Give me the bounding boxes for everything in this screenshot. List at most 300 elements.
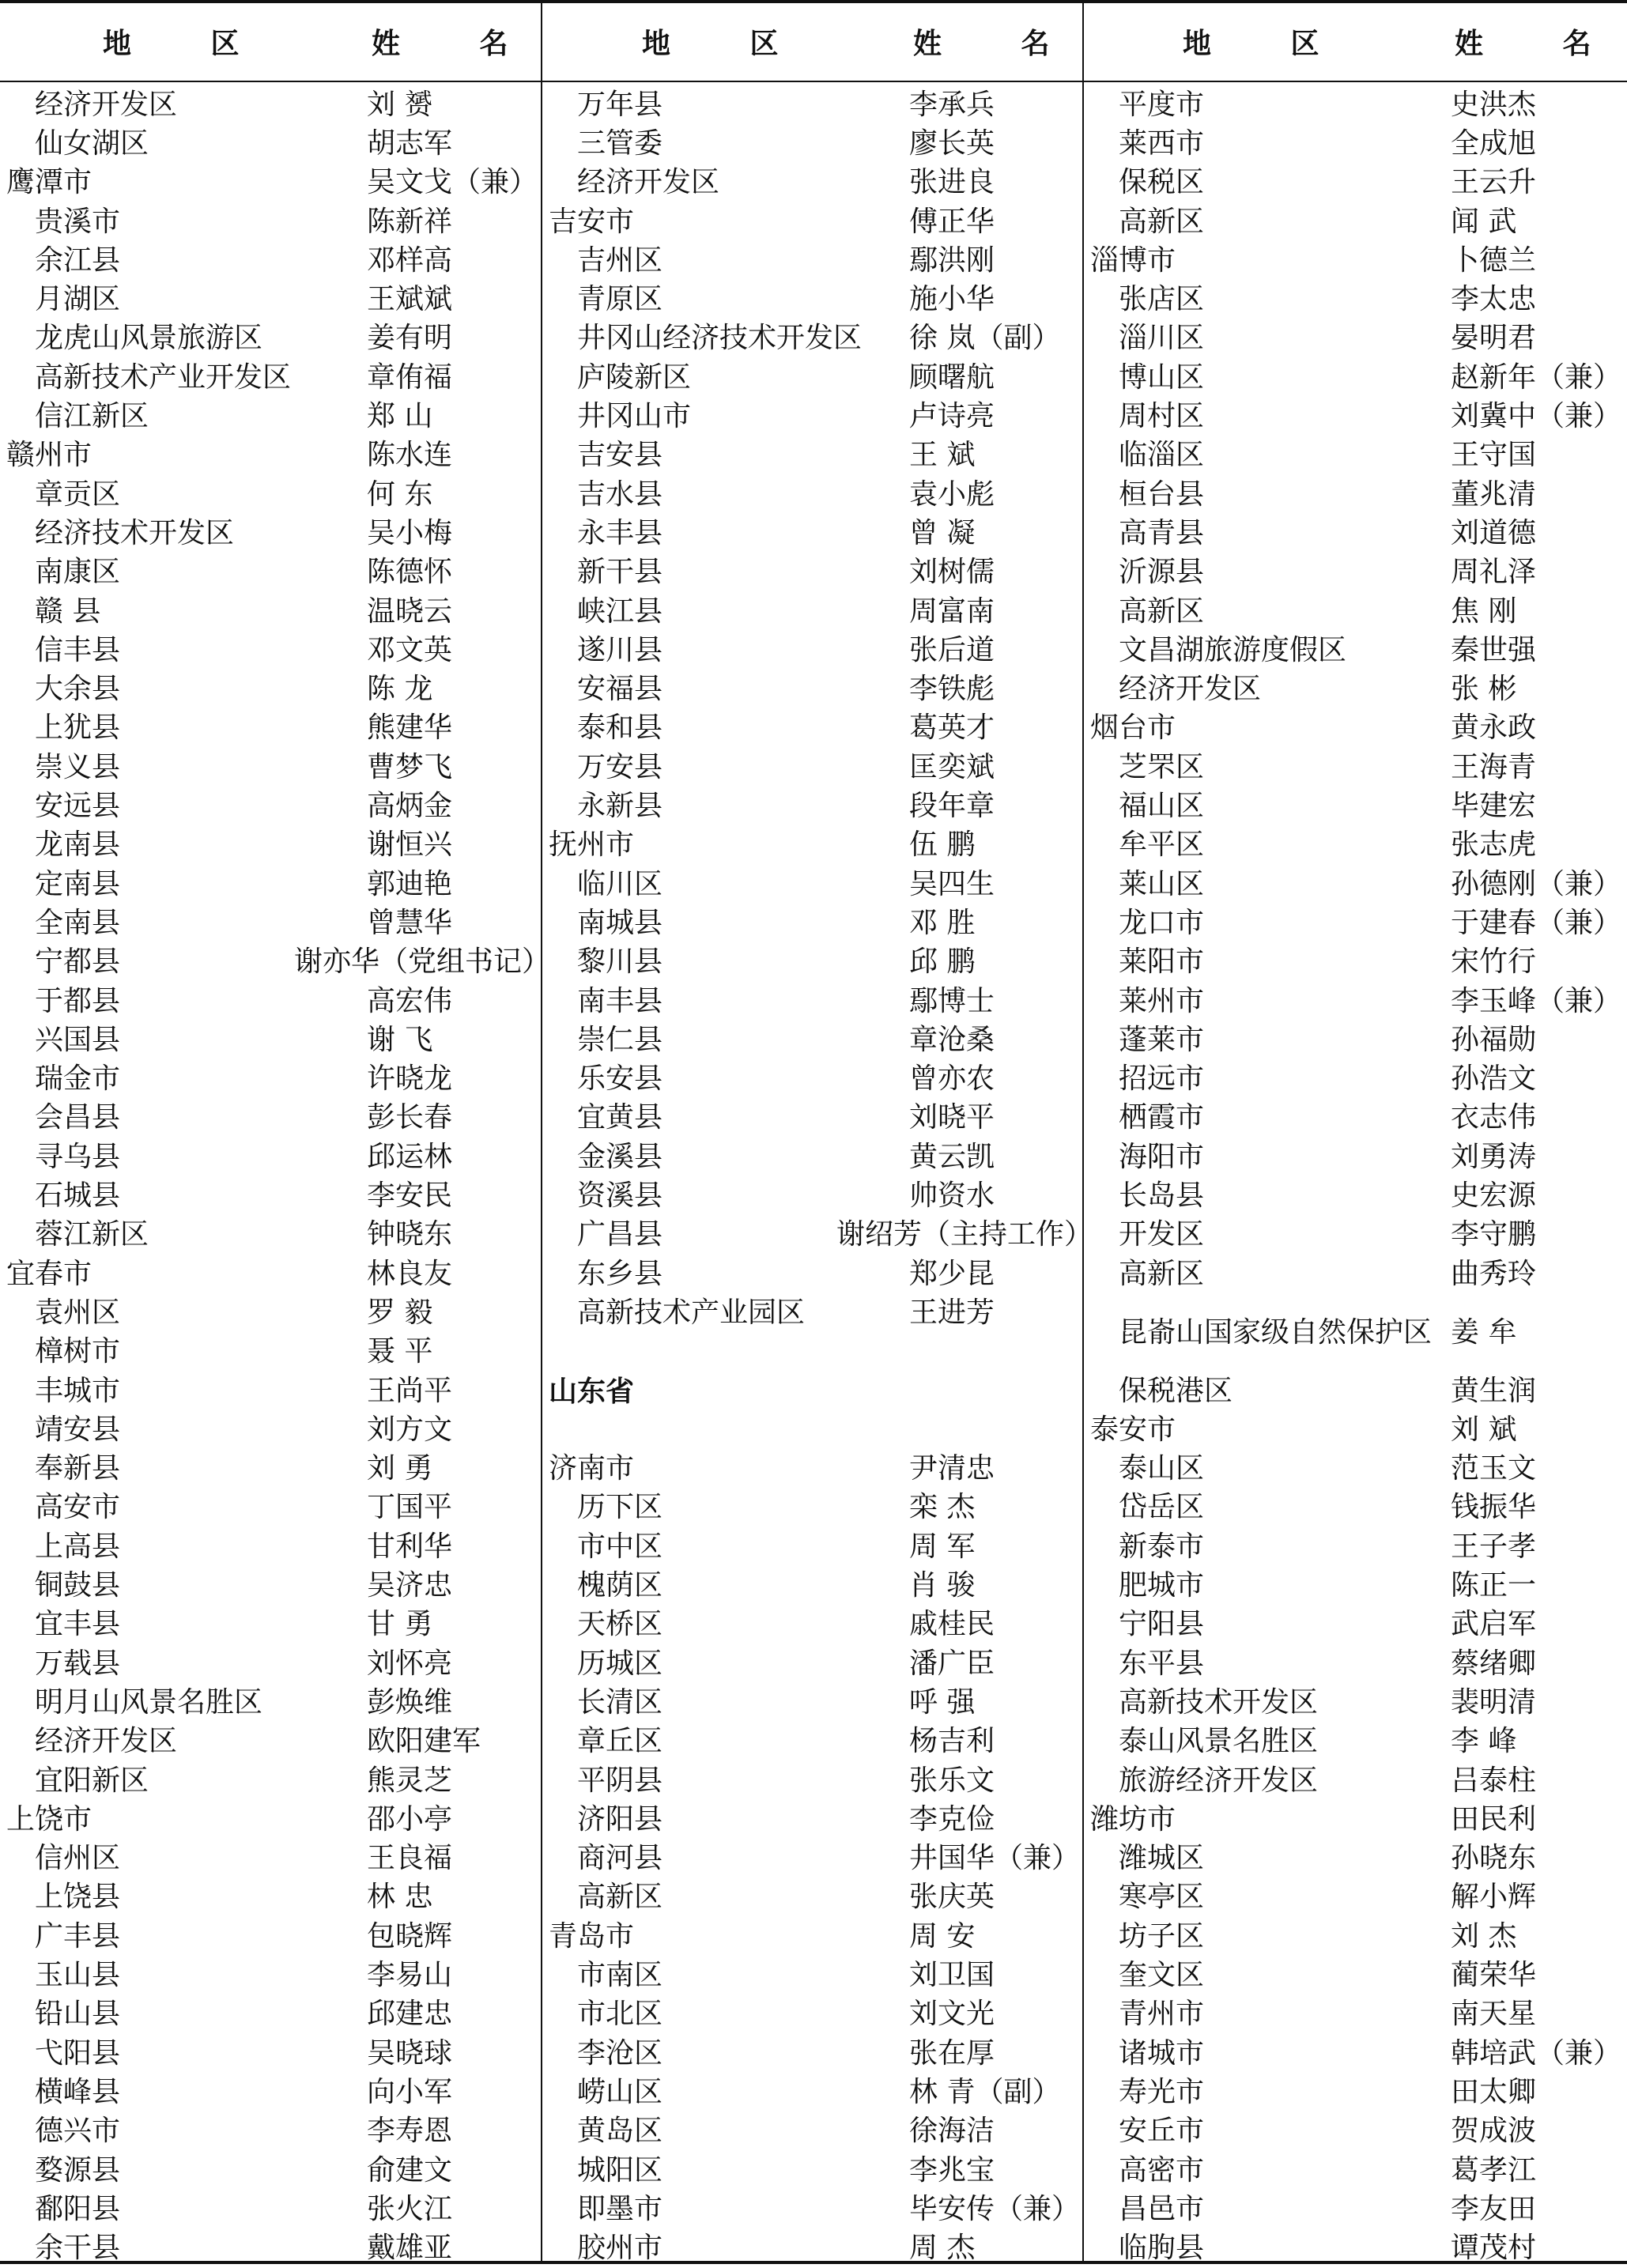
region-cell: 临川区	[577, 867, 663, 900]
region-cell: 淄博市	[1090, 243, 1176, 277]
name-cell: 曾慧华	[367, 906, 453, 939]
region-cell: 井冈山经济技术开发区	[577, 322, 863, 355]
name-cell: 刘冀中（兼）	[1451, 400, 1622, 433]
name-cell: 全成旭	[1451, 126, 1537, 160]
name-cell: 韩培武（兼）	[1451, 2036, 1622, 2070]
name-cell: 匡奕斌	[909, 750, 995, 783]
region-cell: 周村区	[1119, 400, 1205, 433]
region-cell: 宜阳新区	[35, 1764, 149, 1797]
name-cell: 谢绍芳（主持工作）	[836, 1218, 1093, 1251]
region-cell: 高新技术产业开发区	[35, 360, 292, 394]
region-cell: 大余县	[35, 673, 121, 706]
name-cell: 鄢洪刚	[909, 243, 995, 277]
name-cell: 王海青	[1451, 750, 1537, 783]
name-cell: 刘方文	[367, 1413, 453, 1446]
region-cell: 龙虎山风景旅游区	[35, 322, 263, 355]
region-cell: 宜春市	[6, 1257, 92, 1290]
name-cell: 田太卿	[1451, 2075, 1537, 2108]
region-cell: 靖安县	[35, 1413, 121, 1446]
name-cell: 郑 山	[367, 400, 433, 433]
region-cell: 上犹县	[35, 711, 121, 745]
name-cell: 姜有明	[367, 322, 453, 355]
region-cell: 弋阳县	[35, 2036, 121, 2070]
name-cell: 王进芳	[909, 1296, 995, 1329]
region-cell: 铜鼓县	[35, 1569, 121, 1602]
name-cell: 陈正一	[1451, 1569, 1537, 1602]
name-cell: 谢 飞	[367, 1023, 433, 1056]
name-cell: 高炳金	[367, 790, 453, 823]
region-cell: 蓬莱市	[1119, 1023, 1205, 1056]
region-cell: 广丰县	[35, 1919, 121, 1953]
region-cell: 兴国县	[35, 1023, 121, 1056]
region-cell: 寿光市	[1119, 2075, 1205, 2108]
name-cell: 蔺荣华	[1451, 1959, 1537, 1992]
column-divider-2	[1082, 0, 1084, 2264]
header-region: 地 区	[642, 27, 814, 60]
name-cell: 张乐文	[909, 1764, 995, 1797]
name-cell: 李友田	[1451, 2192, 1537, 2225]
region-cell: 信江新区	[35, 400, 149, 433]
region-cell: 经济开发区	[577, 166, 720, 199]
name-cell: 高宏伟	[367, 984, 453, 1017]
region-cell: 泰山风景名胜区	[1119, 1725, 1319, 1758]
region-cell: 市北区	[577, 1998, 663, 2031]
name-cell: 彭焕维	[367, 1685, 453, 1719]
region-cell: 高青县	[1119, 516, 1205, 549]
name-cell: 王尚平	[367, 1374, 453, 1407]
region-cell: 坊子区	[1119, 1919, 1205, 1953]
region-cell: 高安市	[35, 1491, 121, 1524]
region-cell: 黄岛区	[577, 2115, 663, 2148]
region-cell: 临淄区	[1119, 439, 1205, 472]
name-cell: 熊灵芝	[367, 1764, 453, 1797]
name-cell: 周礼泽	[1451, 556, 1537, 589]
header-name: 姓 名	[372, 27, 543, 60]
name-cell: 王子孝	[1451, 1530, 1537, 1563]
region-cell: 桓台县	[1119, 477, 1205, 511]
name-cell: 葛英才	[909, 711, 995, 745]
header-name: 姓 名	[913, 27, 1085, 60]
region-cell: 吉水县	[577, 477, 663, 511]
region-cell: 贵溪市	[35, 205, 121, 238]
name-cell: 栾 杰	[909, 1491, 976, 1524]
region-cell: 宜丰县	[35, 1608, 121, 1641]
name-cell: 黄生润	[1451, 1374, 1537, 1407]
region-cell: 东乡县	[577, 1257, 663, 1290]
region-cell: 高新区	[1119, 1257, 1205, 1290]
name-cell: 林 青（副）	[909, 2075, 1061, 2108]
region-cell: 鄱阳县	[35, 2192, 121, 2225]
name-cell: 毕安传（兼）	[909, 2192, 1081, 2225]
region-cell: 莱州市	[1119, 984, 1205, 1017]
name-cell: 宋竹行	[1451, 945, 1537, 979]
name-cell: 张志虎	[1451, 828, 1537, 862]
name-cell: 邓 胜	[909, 906, 976, 939]
region-cell: 南丰县	[577, 984, 663, 1017]
region-cell: 崇仁县	[577, 1023, 663, 1056]
region-cell: 招远市	[1119, 1062, 1205, 1096]
name-cell: 罗 毅	[367, 1296, 433, 1329]
name-cell: 衣志伟	[1451, 1101, 1537, 1134]
name-cell: 吴文戈（兼）	[367, 166, 538, 199]
region-cell: 岱岳区	[1119, 1491, 1205, 1524]
region-cell: 玉山县	[35, 1959, 121, 1992]
region-cell: 龙口市	[1119, 906, 1205, 939]
region-cell: 德兴市	[35, 2115, 121, 2148]
name-cell: 包晓辉	[367, 1919, 453, 1953]
name-cell: 李 峰	[1451, 1725, 1517, 1758]
name-cell: 李太忠	[1451, 283, 1537, 316]
name-cell: 黄永政	[1451, 711, 1537, 745]
region-cell: 城阳区	[577, 2153, 663, 2187]
name-cell: 卢诗亮	[909, 400, 995, 433]
region-cell: 金溪县	[577, 1140, 663, 1173]
name-cell: 裴明清	[1451, 1685, 1537, 1719]
name-cell: 钟晓东	[367, 1218, 453, 1251]
region-cell: 青岛市	[549, 1919, 635, 1953]
region-cell: 瑞金市	[35, 1062, 121, 1096]
region-cell: 安福县	[577, 673, 663, 706]
region-cell: 莱阳市	[1119, 945, 1205, 979]
region-cell: 鹰潭市	[6, 166, 92, 199]
region-cell: 昌邑市	[1119, 2192, 1205, 2225]
region-cell: 南康区	[35, 556, 121, 589]
region-cell: 泰安市	[1090, 1413, 1176, 1446]
header-region: 地 区	[103, 27, 274, 60]
region-cell: 安丘市	[1119, 2115, 1205, 2148]
name-cell: 林良友	[367, 1257, 453, 1290]
region-cell: 烟台市	[1090, 711, 1176, 745]
region-cell: 栖霞市	[1119, 1101, 1205, 1134]
region-cell: 泰山区	[1119, 1452, 1205, 1485]
region-cell: 余干县	[35, 2232, 121, 2265]
name-cell: 谢亦华（党组书记）	[294, 945, 551, 979]
name-cell: 黄云凯	[909, 1140, 995, 1173]
region-cell: 永丰县	[577, 516, 663, 549]
region-cell: 保税区	[1119, 166, 1205, 199]
region-cell: 牟平区	[1119, 828, 1205, 862]
region-cell: 余江县	[35, 243, 121, 277]
name-cell: 向小军	[367, 2075, 453, 2108]
name-cell: 焦 刚	[1451, 594, 1517, 628]
region-cell: 婺源县	[35, 2153, 121, 2187]
name-cell: 史洪杰	[1451, 88, 1537, 121]
region-cell: 奉新县	[35, 1452, 121, 1485]
name-cell: 帅资水	[909, 1179, 995, 1213]
region-cell: 经济技术开发区	[35, 516, 235, 549]
region-cell: 吉安市	[549, 205, 635, 238]
region-cell: 永新县	[577, 790, 663, 823]
name-cell: 温晓云	[367, 594, 453, 628]
region-cell: 青原区	[577, 283, 663, 316]
region-cell: 槐荫区	[577, 1569, 663, 1602]
name-cell: 李安民	[367, 1179, 453, 1213]
name-cell: 施小华	[909, 283, 995, 316]
name-cell: 章沧桑	[909, 1023, 995, 1056]
name-cell: 林 忠	[367, 1881, 433, 1914]
header-name: 姓 名	[1455, 27, 1626, 60]
region-cell: 赣 县	[35, 594, 101, 628]
name-cell: 聂 平	[367, 1335, 433, 1368]
name-cell: 陈德怀	[367, 556, 453, 589]
region-cell: 新干县	[577, 556, 663, 589]
name-cell: 刘 斌	[1451, 1413, 1517, 1446]
name-cell: 周 安	[909, 1919, 976, 1953]
name-cell: 曹梦飞	[367, 750, 453, 783]
region-cell: 于都县	[35, 984, 121, 1017]
name-cell: 王斌斌	[367, 283, 453, 316]
name-cell: 刘 杰	[1451, 1919, 1517, 1953]
name-cell: 武启军	[1451, 1608, 1537, 1641]
name-cell: 刘 勇	[367, 1452, 433, 1485]
name-cell: 张后道	[909, 633, 995, 666]
name-cell: 邵小亭	[367, 1802, 453, 1836]
region-cell: 三管委	[577, 126, 663, 160]
name-cell: 孙浩文	[1451, 1062, 1537, 1096]
name-cell: 邓文英	[367, 633, 453, 666]
region-cell: 横峰县	[35, 2075, 121, 2108]
region-cell: 济阳县	[577, 1802, 663, 1836]
name-cell: 李寿恩	[367, 2115, 453, 2148]
name-cell: 甘利华	[367, 1530, 453, 1563]
name-cell: 顾曙航	[909, 360, 995, 394]
region-cell: 宁阳县	[1119, 1608, 1205, 1641]
region-cell: 淄川区	[1119, 322, 1205, 355]
name-cell: 潘广臣	[909, 1647, 995, 1680]
region-cell: 安远县	[35, 790, 121, 823]
name-cell: 李兆宝	[909, 2153, 995, 2187]
region-cell: 万年县	[577, 88, 663, 121]
region-cell: 保税港区	[1119, 1374, 1233, 1407]
column-divider-1	[541, 0, 542, 2264]
region-cell: 宁都县	[35, 945, 121, 979]
region-cell: 仙女湖区	[35, 126, 149, 160]
region-cell: 崂山区	[577, 2075, 663, 2108]
region-cell: 吉安县	[577, 439, 663, 472]
region-cell: 济南市	[549, 1452, 635, 1485]
region-cell: 青州市	[1119, 1998, 1205, 2031]
region-cell: 沂源县	[1119, 556, 1205, 589]
name-cell: 刘怀亮	[367, 1647, 453, 1680]
region-cell: 广昌县	[577, 1218, 663, 1251]
region-cell: 开发区	[1119, 1218, 1205, 1251]
name-cell: 戚桂民	[909, 1608, 995, 1641]
name-cell: 肖 骏	[909, 1569, 976, 1602]
region-cell: 丰城市	[35, 1374, 121, 1407]
region-cell: 市南区	[577, 1959, 663, 1992]
region-cell: 高密市	[1119, 2153, 1205, 2187]
name-cell: 张进良	[909, 166, 995, 199]
name-cell: 贺成波	[1451, 2115, 1537, 2148]
name-cell: 呼 强	[909, 1685, 976, 1719]
region-cell: 平阴县	[577, 1764, 663, 1797]
name-cell: 董兆清	[1451, 477, 1537, 511]
region-cell: 遂川县	[577, 633, 663, 666]
region-cell: 峡江县	[577, 594, 663, 628]
name-cell: 孙福勋	[1451, 1023, 1537, 1056]
name-cell: 孙晓东	[1451, 1842, 1537, 1875]
name-cell: 闻 武	[1451, 205, 1517, 238]
name-cell: 袁小彪	[909, 477, 995, 511]
name-cell: 刘道德	[1451, 516, 1537, 549]
region-cell: 寒亭区	[1119, 1881, 1205, 1914]
region-cell: 芝罘区	[1119, 750, 1205, 783]
region-cell: 铅山县	[35, 1998, 121, 2031]
name-cell: 吴小梅	[367, 516, 453, 549]
region-cell: 章贡区	[35, 477, 121, 511]
region-cell: 全南县	[35, 906, 121, 939]
region-cell: 定南县	[35, 867, 121, 900]
name-cell: 许晓龙	[367, 1062, 453, 1096]
region-cell: 信丰县	[35, 633, 121, 666]
region-cell: 肥城市	[1119, 1569, 1205, 1602]
name-cell: 史宏源	[1451, 1179, 1537, 1213]
name-cell: 俞建文	[367, 2153, 453, 2187]
name-cell: 傅正华	[909, 205, 995, 238]
name-cell: 甘 勇	[367, 1608, 433, 1641]
region-cell: 莱西市	[1119, 126, 1205, 160]
name-cell: 范玉文	[1451, 1452, 1537, 1485]
name-cell: 欧阳建军	[367, 1725, 481, 1758]
name-cell: 张在厚	[909, 2036, 995, 2070]
name-cell: 章侑福	[367, 360, 453, 394]
region-cell: 长清区	[577, 1685, 663, 1719]
name-cell: 鄢博士	[909, 984, 995, 1017]
region-cell: 昆嵛山国家级自然保护区	[1119, 1315, 1433, 1349]
name-cell: 王云升	[1451, 166, 1537, 199]
name-cell: 晏明君	[1451, 322, 1537, 355]
name-cell: 钱振华	[1451, 1491, 1537, 1524]
name-cell: 熊建华	[367, 711, 453, 745]
region-cell: 樟树市	[35, 1335, 121, 1368]
header-region: 地 区	[1183, 27, 1354, 60]
region-cell: 历城区	[577, 1647, 663, 1680]
region-cell: 井冈山市	[577, 400, 692, 433]
region-cell: 莱山区	[1119, 867, 1205, 900]
name-cell: 周富南	[909, 594, 995, 628]
name-cell: 何 东	[367, 477, 433, 511]
region-cell: 蓉江新区	[35, 1218, 149, 1251]
region-cell: 文昌湖旅游度假区	[1119, 633, 1347, 666]
name-cell: 刘 赟	[367, 88, 433, 121]
name-cell: 郭迪艳	[367, 867, 453, 900]
name-cell: 王守国	[1451, 439, 1537, 472]
region-cell: 诸城市	[1119, 2036, 1205, 2070]
name-cell: 刘文光	[909, 1998, 995, 2031]
name-cell: 田民利	[1451, 1802, 1537, 1836]
region-cell: 宜黄县	[577, 1101, 663, 1134]
region-cell: 崇义县	[35, 750, 121, 783]
region-cell: 庐陵新区	[577, 360, 692, 394]
name-cell: 刘晓平	[909, 1101, 995, 1134]
name-cell: 张庆英	[909, 1881, 995, 1914]
region-cell: 博山区	[1119, 360, 1205, 394]
region-cell: 袁州区	[35, 1296, 121, 1329]
name-cell: 葛孝江	[1451, 2153, 1537, 2187]
region-cell: 山东省	[549, 1374, 635, 1408]
region-cell: 抚州市	[549, 828, 635, 862]
region-cell: 上饶县	[35, 1881, 121, 1914]
region-cell: 高新技术产业园区	[577, 1296, 806, 1329]
region-cell: 高新区	[577, 1881, 663, 1914]
name-cell: 张火江	[367, 2192, 453, 2225]
region-cell: 高新技术开发区	[1119, 1685, 1319, 1719]
name-cell: 伍 鹏	[909, 828, 976, 862]
name-cell: 张 彬	[1451, 673, 1517, 706]
region-cell: 海阳市	[1119, 1140, 1205, 1173]
name-cell: 邱建忠	[367, 1998, 453, 2031]
name-cell: 邓样高	[367, 243, 453, 277]
region-cell: 旅游经济开发区	[1119, 1764, 1319, 1797]
region-cell: 天桥区	[577, 1608, 663, 1641]
name-cell: 陈水连	[367, 439, 453, 472]
name-cell: 秦世强	[1451, 633, 1537, 666]
name-cell: 赵新年（兼）	[1451, 360, 1622, 394]
name-cell: 李玉峰（兼）	[1451, 984, 1622, 1017]
name-cell: 周 军	[909, 1530, 976, 1563]
region-cell: 新泰市	[1119, 1530, 1205, 1563]
region-cell: 月湖区	[35, 283, 121, 316]
region-cell: 临朐县	[1119, 2232, 1205, 2265]
name-cell: 彭长春	[367, 1101, 453, 1134]
region-cell: 潍城区	[1119, 1842, 1205, 1875]
name-cell: 周 杰	[909, 2232, 976, 2265]
name-cell: 吴四生	[909, 867, 995, 900]
region-cell: 上高县	[35, 1530, 121, 1563]
name-cell: 丁国平	[367, 1491, 453, 1524]
name-cell: 邱 鹏	[909, 945, 976, 979]
region-cell: 张店区	[1119, 283, 1205, 316]
name-cell: 刘卫国	[909, 1959, 995, 1992]
name-cell: 南天星	[1451, 1998, 1537, 2031]
name-cell: 卜德兰	[1451, 243, 1537, 277]
name-cell: 谢恒兴	[367, 828, 453, 862]
region-cell: 万安县	[577, 750, 663, 783]
name-cell: 李承兵	[909, 88, 995, 121]
region-cell: 明月山风景名胜区	[35, 1685, 263, 1719]
name-cell: 邱运林	[367, 1140, 453, 1173]
name-cell: 徐 岚（副）	[909, 322, 1061, 355]
region-cell: 万载县	[35, 1647, 121, 1680]
region-cell: 泰和县	[577, 711, 663, 745]
region-cell: 长岛县	[1119, 1179, 1205, 1213]
name-cell: 尹清忠	[909, 1452, 995, 1485]
name-cell: 陈新祥	[367, 205, 453, 238]
region-cell: 高新区	[1119, 205, 1205, 238]
name-cell: 吴济忠	[367, 1569, 453, 1602]
region-cell: 资溪县	[577, 1179, 663, 1213]
region-cell: 历下区	[577, 1491, 663, 1524]
region-cell: 南城县	[577, 906, 663, 939]
region-cell: 章丘区	[577, 1725, 663, 1758]
name-cell: 李克俭	[909, 1802, 995, 1836]
name-cell: 王良福	[367, 1842, 453, 1875]
name-cell: 曾 凝	[909, 516, 976, 549]
region-cell: 李沧区	[577, 2036, 663, 2070]
region-cell: 龙南县	[35, 828, 121, 862]
region-cell: 即墨市	[577, 2192, 663, 2225]
name-cell: 廖长英	[909, 126, 995, 160]
name-cell: 井国华（兼）	[909, 1842, 1081, 1875]
region-cell: 信州区	[35, 1842, 121, 1875]
region-cell: 胶州市	[577, 2232, 663, 2265]
name-cell: 吴晓球	[367, 2036, 453, 2070]
name-cell: 陈 龙	[367, 673, 433, 706]
region-cell: 乐安县	[577, 1062, 663, 1096]
region-cell: 赣州市	[6, 439, 92, 472]
region-cell: 经济开发区	[35, 88, 178, 121]
name-cell: 吕泰柱	[1451, 1764, 1537, 1797]
